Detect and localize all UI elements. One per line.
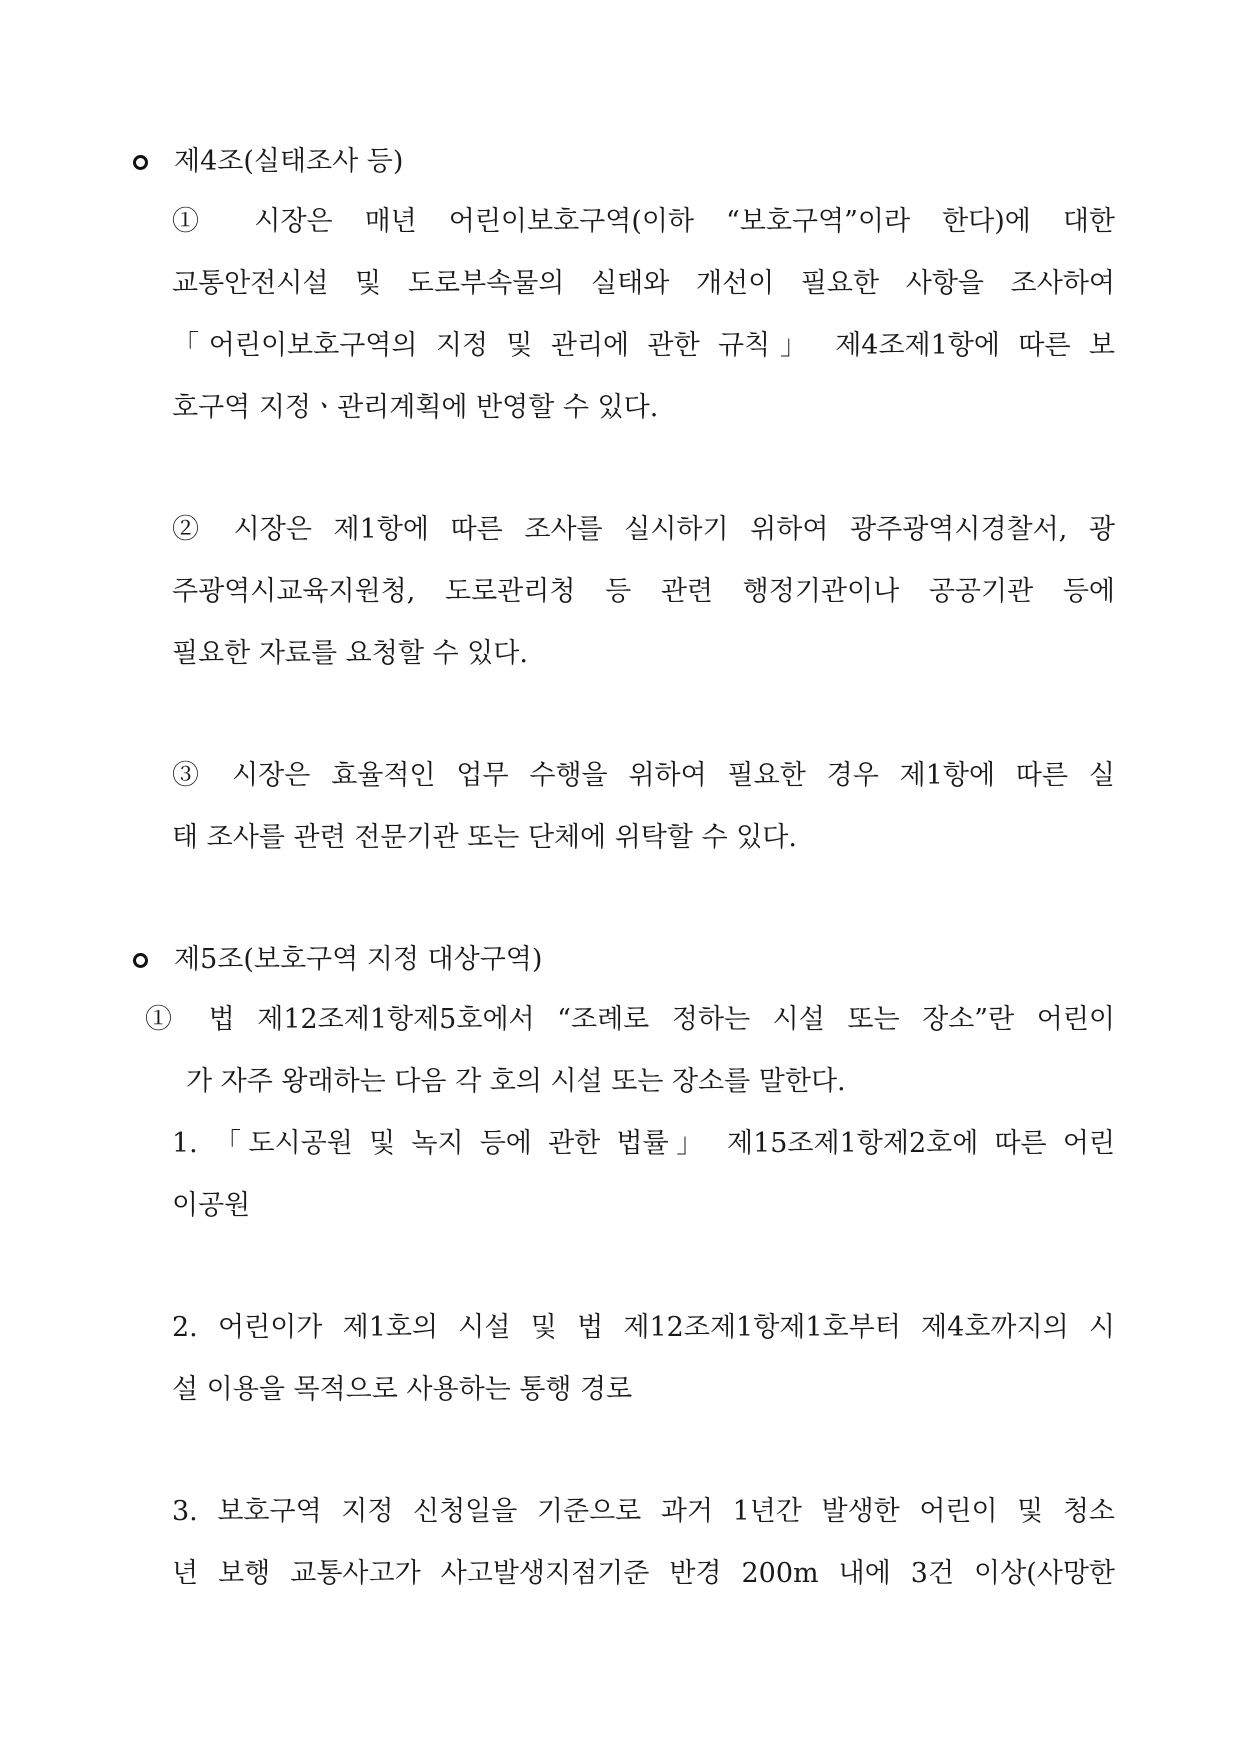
section5-item1-line1: 1. 「도시공원 및 녹지 등에 관한 법률」 제15조제1항제2호에 따른 어린 — [172, 1128, 1115, 1159]
circle-bullet-icon — [133, 155, 148, 170]
section5-p1-line1: ① 법 제12조제1항제5호에서 “조례로 정하는 시설 또는 장소”란 어린이 — [145, 1004, 1115, 1035]
section4-heading-text: 제4조(실태조사 등) — [174, 146, 404, 177]
section5-item3-line2: 년 보행 교통사고가 사고발생지점기준 반경 200m 내에 3건 이상(사망한 — [172, 1558, 1115, 1589]
section5-heading-text: 제5조(보호구역 지정 대상구역) — [174, 944, 543, 975]
section5-item2-line1: 2. 어린이가 제1호의 시설 및 법 제12조제1항제1호부터 제4호까지의 시 — [172, 1312, 1115, 1343]
section4-p1-line1: ① 시장은 매년 어린이보호구역(이하 “보호구역”이라 한다)에 대한 — [172, 206, 1115, 237]
section4-p2-line2: 주광역시교육지원청, 도로관리청 등 관련 행정기관이나 공공기관 등에 — [172, 576, 1115, 607]
section4-heading — [133, 142, 403, 182]
section5-p1-line2: 가 자주 왕래하는 다음 각 호의 시설 또는 장소를 말한다. — [186, 1066, 846, 1097]
section4-p3-line2: 태 조사를 관련 전문기관 또는 단체에 위탁할 수 있다. — [172, 822, 797, 853]
section5-item1-line2: 이공원 — [172, 1190, 251, 1221]
section5-heading — [133, 940, 542, 980]
section5-item2-line2: 설 이용을 목적으로 사용하는 통행 경로 — [172, 1374, 633, 1405]
circle-bullet-icon — [133, 953, 148, 968]
section4-p2-line1: ② 시장은 제1항에 따른 조사를 실시하기 위하여 광주광역시경찰서, 광 — [172, 514, 1115, 545]
section4-p1-line2: 교통안전시설 및 도로부속물의 실태와 개선이 필요한 사항을 조사하여 — [172, 268, 1115, 299]
section4-p3-line1: ③ 시장은 효율적인 업무 수행을 위하여 필요한 경우 제1항에 따른 실 — [172, 760, 1115, 791]
section4-p2-line3: 필요한 자료를 요청할 수 있다. — [172, 638, 528, 669]
section5-item3-line1: 3. 보호구역 지정 신청일을 기준으로 과거 1년간 발생한 어린이 및 청소 — [172, 1496, 1115, 1527]
section4-p1-line4: 호구역 지정ㆍ관리계획에 반영할 수 있다. — [172, 392, 659, 423]
section4-p1-line3: 「어린이보호구역의 지정 및 관리에 관한 규칙」 제4조제1항에 따른 보 — [172, 330, 1115, 361]
